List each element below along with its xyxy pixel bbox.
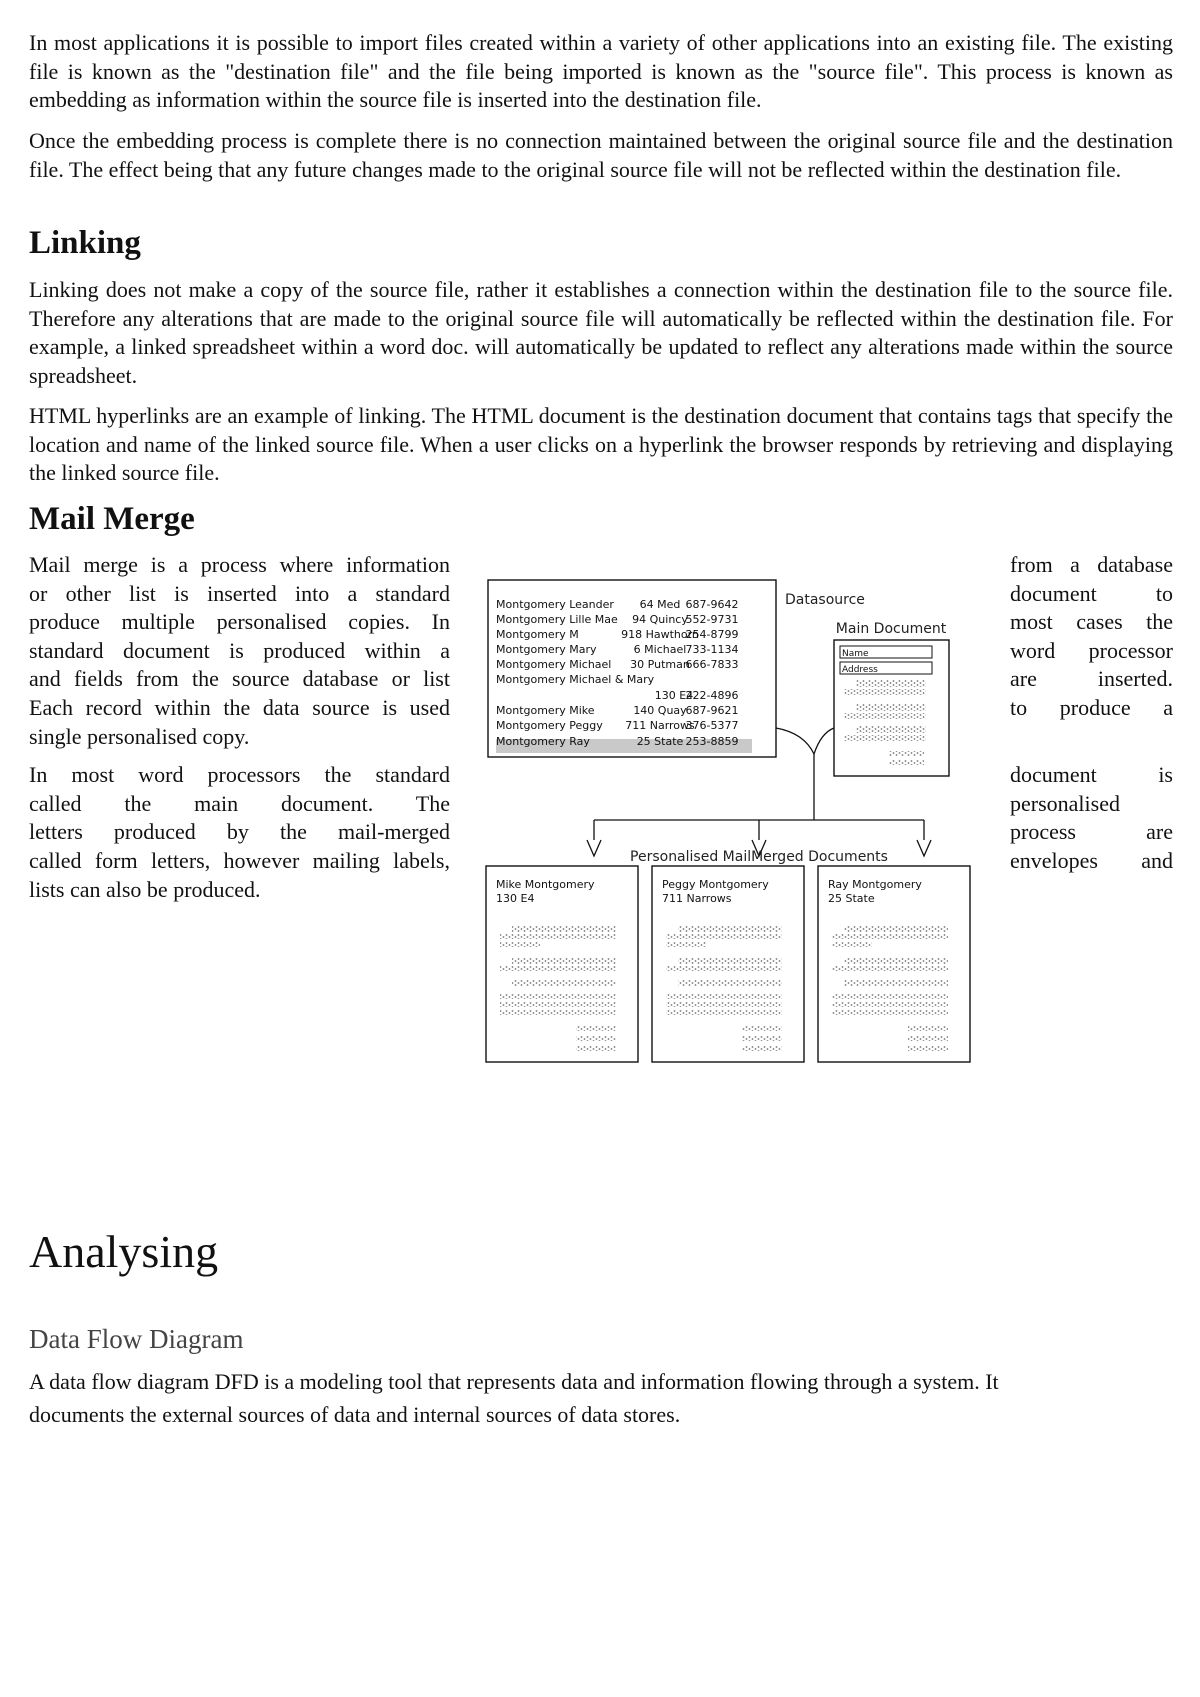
personalised-documents-label: Personalised MailMerged Documents	[630, 849, 888, 865]
letter-body-text	[666, 1010, 782, 1015]
letter-body-text	[500, 966, 616, 971]
record-phone: 687-9642	[685, 598, 739, 611]
datasource-label: Datasource	[785, 592, 865, 608]
letter-body-text	[908, 1026, 948, 1031]
letter-body-text	[844, 926, 948, 932]
letter-body-text	[512, 980, 616, 986]
merged-letter	[652, 866, 804, 1062]
text-line: Each record within the data source is used	[29, 694, 450, 720]
record-address: 64 Med	[639, 598, 681, 611]
letter-body-text	[666, 966, 782, 971]
text-line: document to	[1010, 580, 1173, 606]
record-name: Montgomery Leander	[496, 598, 614, 611]
letter-body-text	[576, 1026, 616, 1031]
letter-body-text	[666, 934, 782, 939]
letter-recipient-name: Mike Montgomery	[496, 878, 595, 891]
record-name: Montgomery Michael & Mary	[496, 673, 655, 686]
mail-merge-figure	[484, 576, 1004, 1071]
letter-body-text	[576, 1046, 616, 1051]
record-name: Montgomery Michael	[496, 658, 612, 671]
letter-recipient-name: Ray Montgomery	[828, 878, 922, 891]
record-address: 711 Narrows	[625, 719, 695, 732]
letter-body-text	[832, 994, 948, 999]
letter-body-text	[832, 934, 948, 939]
merged-letters	[486, 866, 970, 1062]
text-line: produce multiple personalised copies. In	[29, 609, 450, 635]
record-address: 130 E4	[654, 689, 694, 702]
text-line: from a database	[1010, 552, 1173, 577]
analysing-heading: Analysing	[29, 1226, 219, 1277]
record-phone: 253-8859	[685, 735, 739, 748]
letter-body-text	[500, 1002, 616, 1007]
letter-body-text	[832, 1010, 948, 1015]
record-phone: 376-5377	[685, 719, 739, 732]
record-name: Montgomery Peggy	[496, 719, 603, 732]
mail-merge-left-column	[29, 551, 450, 904]
letter-recipient-address: 25 State	[828, 892, 875, 905]
record-address: 6 Michael	[633, 643, 687, 656]
main-document-label: Main Document	[835, 621, 947, 637]
record-address: 94 Quincy	[632, 613, 688, 626]
letter-body-text	[844, 980, 948, 986]
record-phone: 222-4896	[685, 689, 739, 702]
intro-paragraph-1: In most applications it is possible to import files created within a variety of other applications into an existing file. The existing file is known as the "destination file" and the file being imported is known as the "source file". This process is known as embedding as information within the source file is inserted into the destination file.	[29, 30, 1173, 113]
record-address: 25 State	[636, 735, 684, 748]
linking-paragraph-1: Linking does not make a copy of the source file, rather it establishes a connection within the destination file to the source file. Therefore any alterations that are made to the original source file will automatically be reflected within the destination file. For example, a linked spreadsheet within a word doc. will automatically be updated to reflect any alterations made within the source spreadsheet.	[29, 277, 1173, 388]
data-flow-diagram-paragraph	[29, 1365, 1173, 1431]
record-name: Montgomery Ray	[496, 735, 590, 748]
letter-body-text	[908, 1036, 948, 1041]
data-flow-diagram-subheading: Data Flow Diagram	[29, 1324, 244, 1354]
letter-body-text	[666, 1002, 782, 1007]
letter-recipient-address: 130 E4	[496, 892, 535, 905]
text-line: letters produced by the mail-merged	[29, 819, 450, 845]
intro-paragraph-2: Once the embedding process is complete there is no connection maintained between the original source file and the destination file. The effect being that any future changes made to the original source file will not be reflected within the destination file.	[29, 128, 1173, 182]
letter-recipient-name: Peggy Montgomery	[662, 878, 769, 891]
address-field-label: Address	[842, 665, 878, 675]
text-line: A data flow diagram DFD is a modeling tool that represents data and information flowing through a system. It	[29, 1369, 999, 1394]
letter-body-text	[500, 942, 540, 947]
record-address: 30 Putman	[630, 658, 690, 671]
record-phone: 733-1134	[685, 643, 739, 656]
letter-body-text	[742, 1046, 782, 1051]
letter-body-text	[832, 942, 872, 947]
record-name: Montgomery Mary	[496, 643, 597, 656]
letter-recipient-address: 711 Narrows	[662, 892, 732, 905]
text-line: Mail merge is a process where information	[29, 552, 450, 577]
letter-body-text	[844, 958, 948, 964]
letter-body-text	[742, 1026, 782, 1031]
letter-body-text	[742, 1036, 782, 1041]
text-line: standard document is produced within a	[29, 637, 450, 663]
letter-body-text	[500, 1010, 616, 1015]
letter-body-text	[666, 994, 782, 999]
merged-letter	[486, 866, 638, 1062]
text-line: envelopes and	[1010, 847, 1173, 873]
letter-body-text	[512, 958, 616, 964]
merged-letter	[818, 866, 970, 1062]
mail-merge-heading: Mail Merge	[29, 501, 195, 537]
letter-body-text	[832, 966, 948, 971]
letter-body-text	[908, 1046, 948, 1051]
text-line: called the main document. The	[29, 790, 450, 816]
letter-body-text	[678, 926, 782, 932]
text-line: to produce a	[1010, 694, 1173, 720]
text-line: called form letters, however mailing labels,	[29, 847, 450, 873]
letter-body-text	[678, 958, 782, 964]
letter-body-text	[500, 994, 616, 999]
text-line: or other list is inserted into a standard	[29, 580, 450, 606]
letter-body-text	[512, 926, 616, 932]
letter-body-text	[500, 934, 616, 939]
text-line: In most word processors the standard	[29, 762, 450, 788]
text-line: single personalised copy.	[29, 723, 250, 749]
record-phone: 666-7833	[685, 658, 739, 671]
name-field-label: Name	[842, 649, 869, 659]
record-phone: 552-9731	[685, 613, 739, 626]
text-line: are inserted.	[1010, 666, 1173, 692]
text-line: process are	[1010, 819, 1173, 845]
linking-heading: Linking	[29, 225, 141, 261]
linking-paragraph-2: HTML hyperlinks are an example of linking. The HTML document is the destination document that contains tags that specify the location and name of the linked source file. When a user clicks on a hyperlink the browser responds by retrieving and displaying the linked source file.	[29, 403, 1173, 486]
record-address: 140 Quay	[633, 704, 687, 717]
letter-body-text	[576, 1036, 616, 1041]
text-line: documents the external sources of data and internal sources of data stores.	[29, 1402, 681, 1427]
letter-body-text	[678, 980, 782, 986]
text-line: personalised	[1010, 790, 1120, 816]
mail-merge-right-column	[1010, 551, 1173, 876]
text-line: and fields from the source database or list	[29, 666, 450, 692]
record-name: Montgomery Lille Mae	[496, 613, 618, 626]
record-phone: 687-9621	[685, 704, 739, 717]
text-line: lists can also be produced.	[29, 876, 261, 902]
text-line: most cases the	[1010, 609, 1173, 635]
letter-body-text	[666, 942, 706, 947]
record-name: Montgomery Mike	[496, 704, 595, 717]
letter-body-text	[832, 1002, 948, 1007]
record-phone: 254-8799	[685, 628, 739, 641]
text-line: document is	[1010, 762, 1173, 788]
record-address: 918 Hawthorn	[621, 628, 699, 641]
record-name: Montgomery M	[496, 628, 579, 641]
text-line: word processor	[1010, 637, 1173, 663]
